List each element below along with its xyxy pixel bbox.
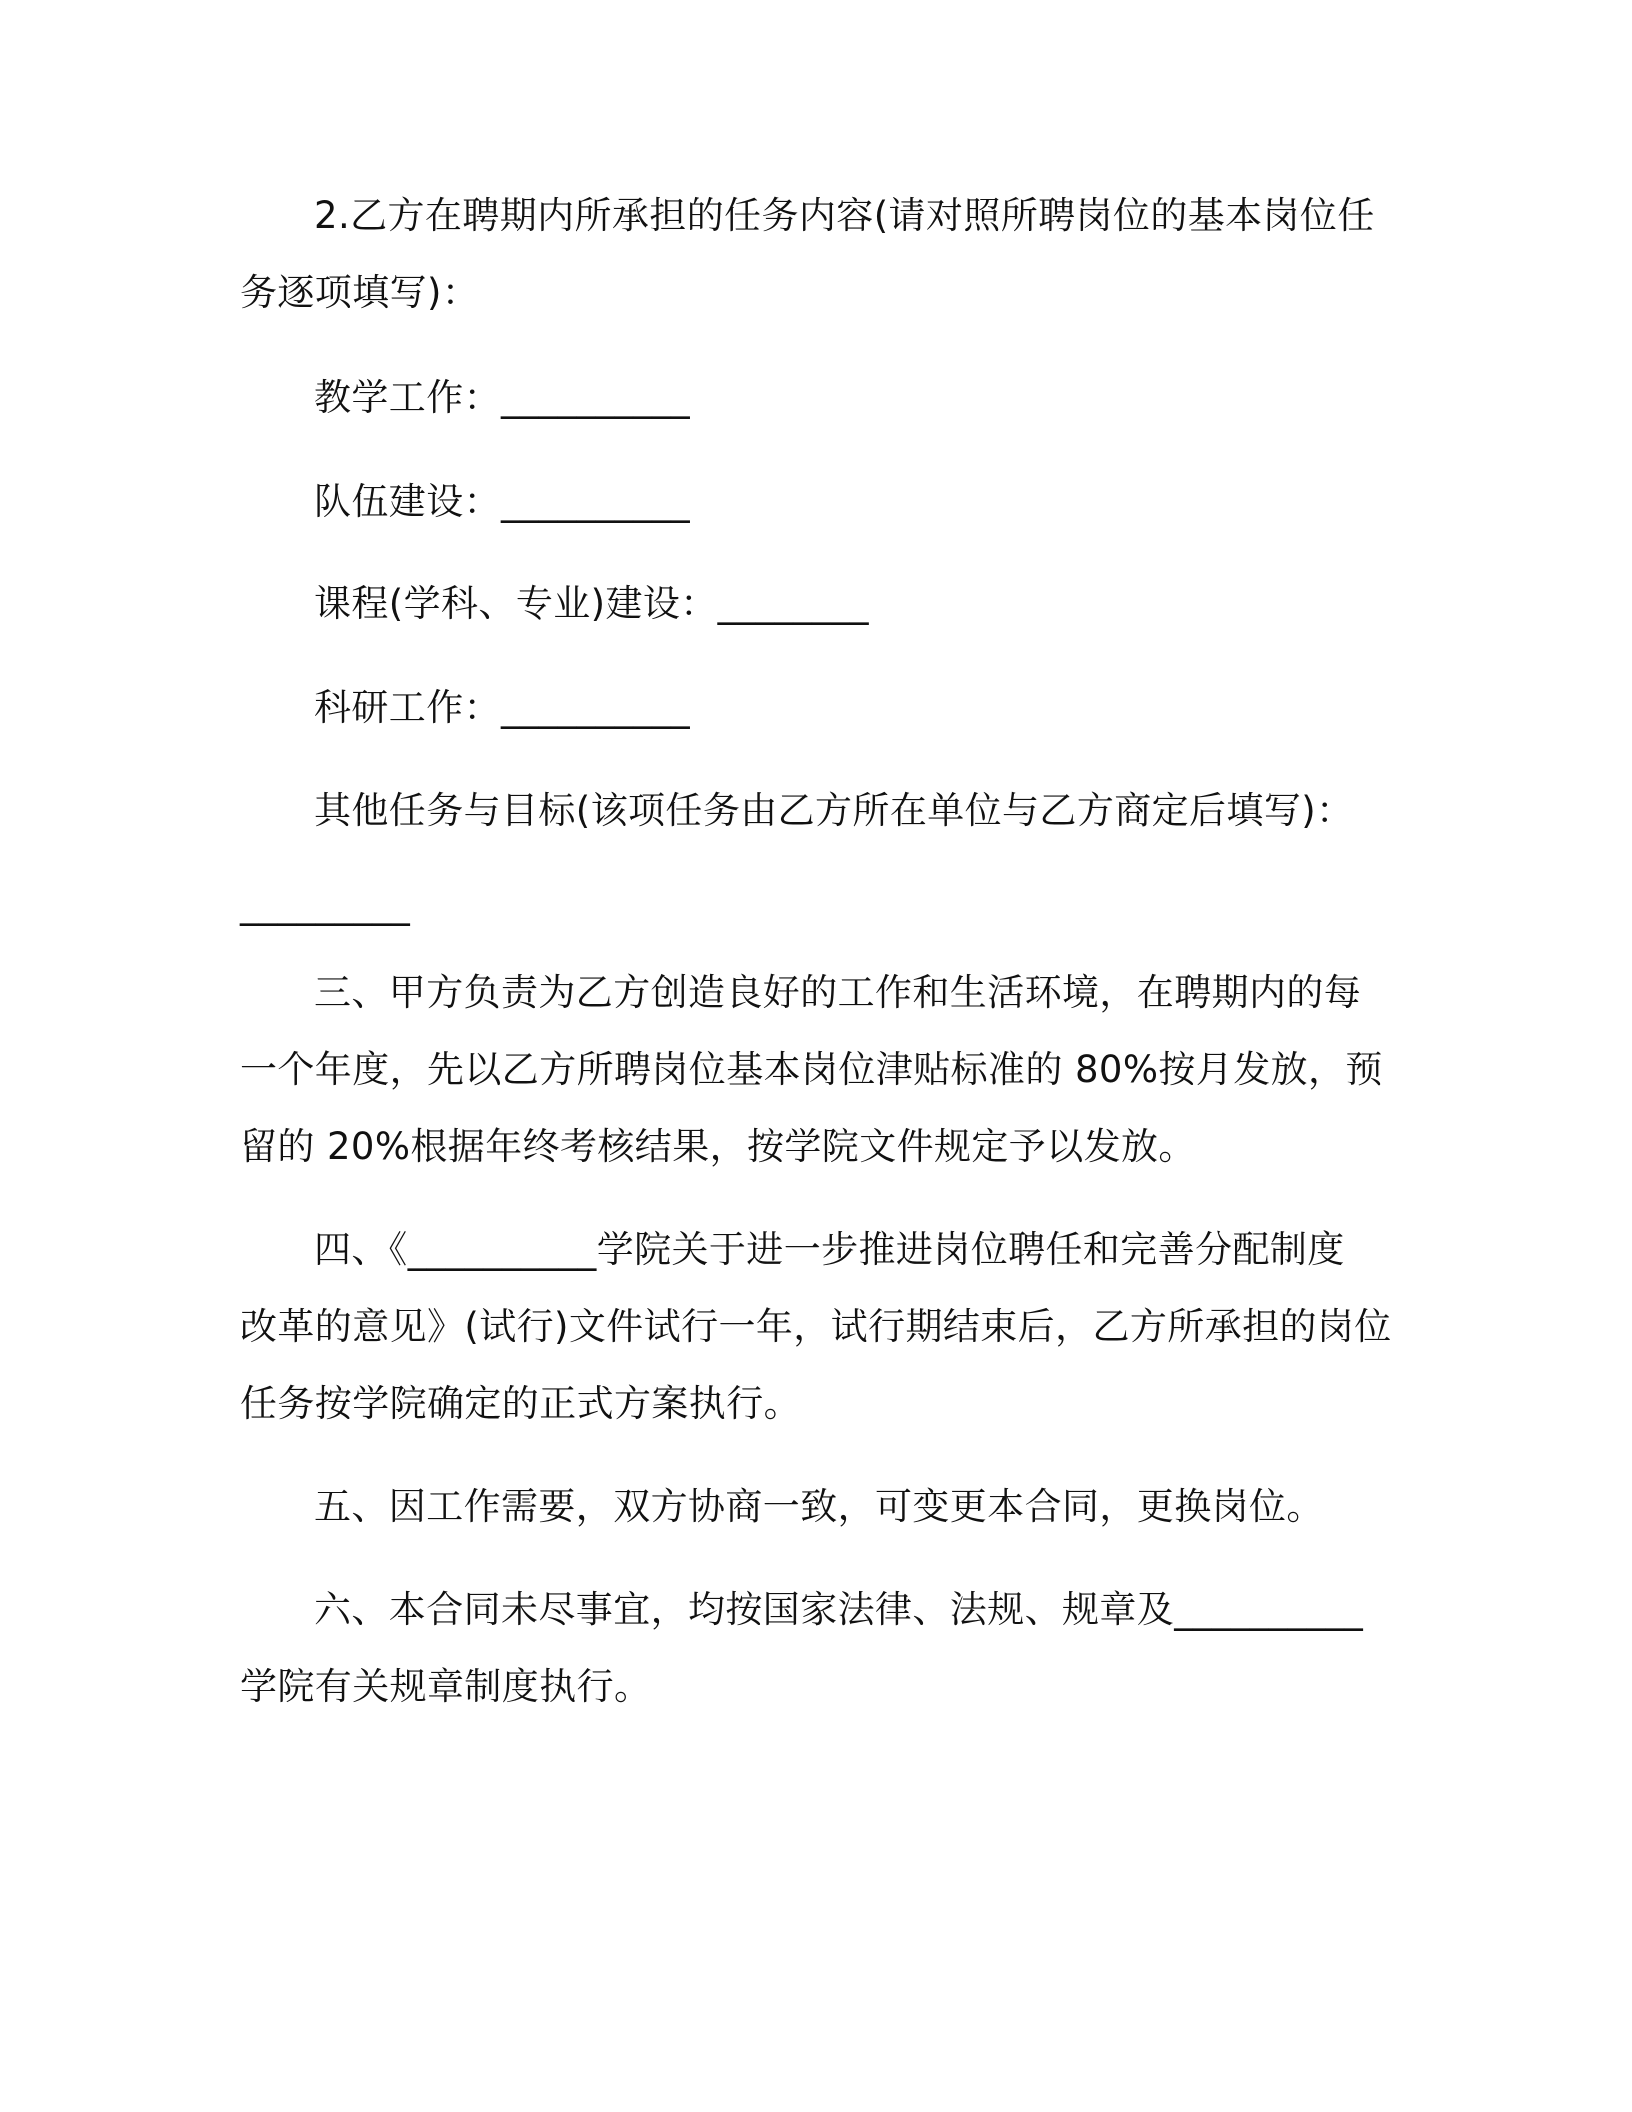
section4-line2: 改革的意见》(试行)文件试行一年，试行期结束后，乙方所承担的岗位 <box>240 1305 1392 1348</box>
task-other-blank: _________ <box>240 883 411 926</box>
task-other: 其他任务与目标(该项任务由乙方所在单位与乙方商定后填写)： <box>314 789 1354 832</box>
section3-line2: 一个年度，先以乙方所聘岗位基本岗位津贴标准的 80%按月发放，预 <box>240 1048 1383 1091</box>
section2-line1: 2.乙方在聘期内所承担的任务内容(请对照所聘岗位的基本岗位任 <box>314 194 1375 237</box>
section6-line2: 学院有关规章制度执行。 <box>240 1665 652 1708</box>
section3-line3: 留的 20%根据年终考核结果，按学院文件规定予以发放。 <box>240 1125 1196 1168</box>
section6-line1: 六、本合同未尽事宜，均按国家法律、法规、规章及__________ <box>314 1588 1364 1631</box>
task-teaching: 教学工作：__________ <box>314 376 690 419</box>
task-course: 课程(学科、专业)建设：________ <box>314 582 869 625</box>
task-research: 科研工作：__________ <box>314 686 690 729</box>
section2-line2: 务逐项填写)： <box>240 271 480 314</box>
section4-line3: 任务按学院确定的正式方案执行。 <box>240 1382 801 1425</box>
section4-line1: 四、《__________学院关于进一步推进岗位聘任和完善分配制度 <box>314 1228 1345 1271</box>
task-team: 队伍建设：__________ <box>314 480 690 523</box>
section5-line1: 五、因工作需要，双方协商一致，可变更本合同，更换岗位。 <box>314 1485 1324 1528</box>
section3-line1: 三、甲方负责为乙方创造良好的工作和生活环境，在聘期内的每 <box>314 971 1362 1014</box>
